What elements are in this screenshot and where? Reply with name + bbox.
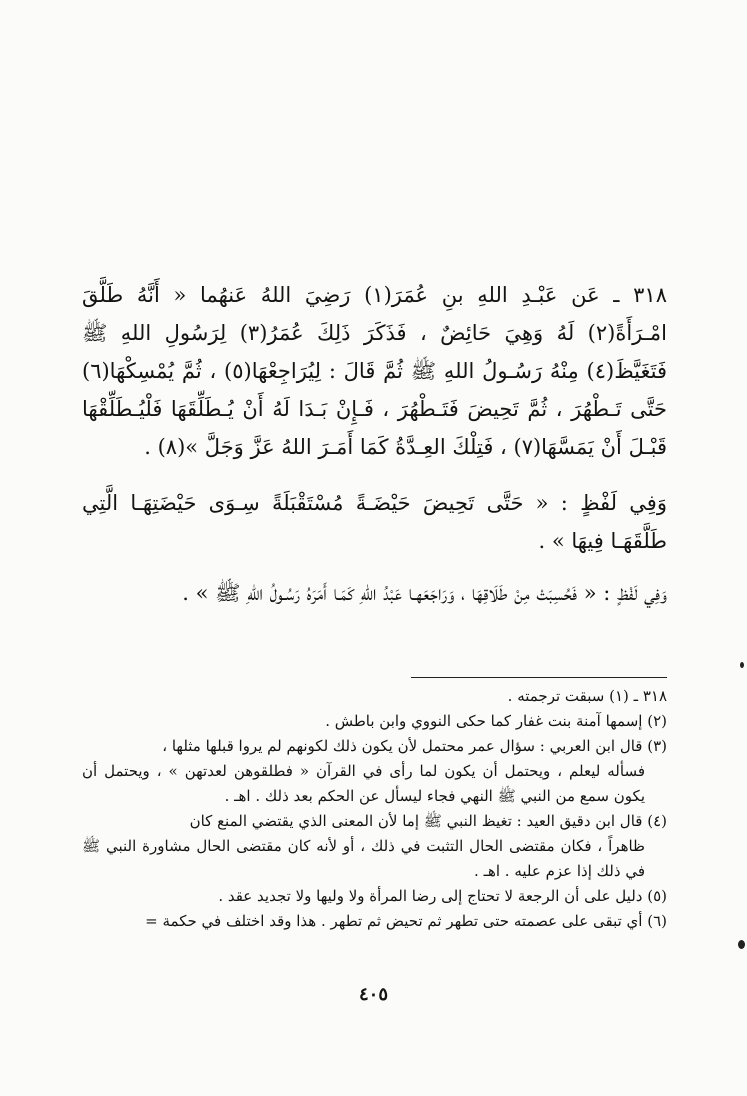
footnote-3-rest: فسأله ليعلم ، ويحتمل أن يكون لما رأى في القرآن « فطلقوهن لعدتهن » ، ويحتمل أن يكون سمع من النبي ﷺ النهي فجاء ليسأل عن الحكم بعد ذلك . اهـ . — [82, 762, 645, 805]
footnote-4-rest: ظاهراً ، فكان مقتضى الحال التثبت في ذلك ، أو لأنه كان مقتضى الحال مشاورة النبي ﷺ في ذلك إذا عزم عليه . اهـ . — [82, 837, 645, 880]
scan-speck — [740, 662, 744, 668]
footnote-4-head: (٤) قال ابن دقيق العيد : تغيظ النبي ﷺ إما لأن المعنى الذي يقتضي المنع كان — [189, 812, 667, 830]
footnote-2: (٢) إسمها آمنة بنت غفار كما حكى النووي وابن باطش . — [325, 712, 667, 730]
main-text — [82, 276, 667, 626]
footnote-1: ٣١٨ ـ (١) سبقت ترجمته . — [507, 687, 667, 705]
variant-2: وَفِي لَفْظٍ : « فَحُسِبَتْ مِنْ طَلَاقِهَا ، وَرَاجَعَهـا عَبْدُ اللهِ كَمَـا أَمَرَهُ رَسُـولُ اللهِ ﷺ » . — [182, 581, 667, 605]
footnote-separator — [411, 677, 667, 678]
scan-speck — [738, 940, 745, 949]
footnote-3-head: (٣) قال ابن العربي : سؤال عمر محتمل لأن يكون ذلك لكونهم لم يروا قبلها مثلها ، — [162, 737, 667, 755]
variant-1: وَفِي لَفْظٍ : « حَتَّى تَحِيضَ حَيْضَـةً مُسْتَقْبَلَةً سِـوَى حَيْضَتِهَـا الَّتِي طَلَّقَهَـا فِيهَا » . — [82, 491, 667, 553]
hadith-text: ٣١٨ ـ عَن عَبْـدِ اللهِ بنِ عُمَرَ(١) رَضِيَ اللهُ عَنهُما « أَنَّهُ طَلَّقَ امْـرَأَةً(٢) لَهُ وَهِيَ حَائِضٌ ، فَذَكَرَ ذَلِكَ عُمَرُ(٣) لِرَسُولِ اللهِ ﷺ فَتَغَيَّظَ(٤) مِنْهُ رَسُـولُ اللهِ ﷺ ثُمَّ قَالَ : لِيُرَاجِعْهَا(٥) ، ثُمَّ يُمْسِكْهَا(٦) حَتَّى تَـطْهُرَ ، ثُمَّ تَحِيضَ فَتَـطْهُرَ ، فَـإِنْ بَـدَا لَهُ أَنْ يُـطَلِّقَهَا فَلْيُـطَلِّقْهَا قَبْـلَ أَنْ يَمَسَّهَا(٧) ، فَتِلْكَ العِـدَّةُ كَمَا أَمَـرَ اللهُ عَزَّ وَجَلَّ »(٨) . — [82, 283, 667, 459]
footnote-6: (٦) أي تبقى على عصمته حتى تطهر ثم تحيض ثم تطهر . هذا وقد اختلف في حكمة = — [145, 912, 667, 930]
footnotes — [82, 684, 667, 934]
footnote-5: (٥) دليل على أن الرجعة لا تحتاج إلى رضا المرأة ولا وليها ولا تجديد عقد . — [218, 887, 667, 905]
page-number: ٤٠٥ — [358, 984, 388, 1005]
